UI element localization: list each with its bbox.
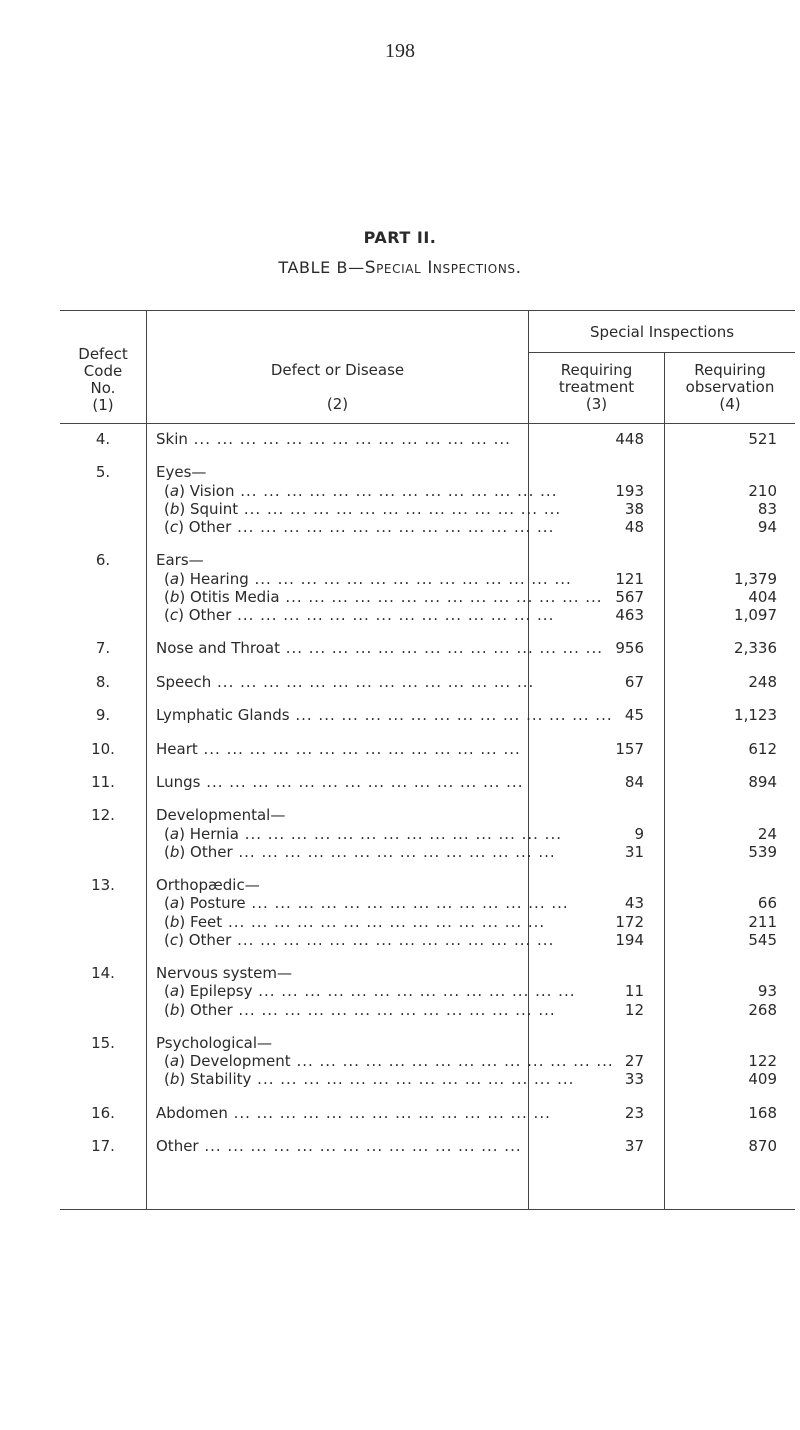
observation-count: 168 bbox=[748, 1103, 777, 1122]
observation-count: 1,123 bbox=[734, 706, 777, 725]
treatment-count: 27 bbox=[624, 1052, 644, 1071]
leader-dots: ... ... ... ... ... ... ... ... ... ... ... ... ... ... bbox=[234, 481, 558, 500]
treatment-count: 567 bbox=[615, 587, 644, 606]
defect-code: 10. bbox=[91, 739, 115, 758]
treatment-count: 23 bbox=[624, 1103, 644, 1122]
table-row bbox=[156, 741, 526, 758]
table-row bbox=[164, 912, 546, 931]
leader-dots: ... ... ... ... ... ... ... ... ... ... ... ... ... ... bbox=[245, 894, 569, 913]
observation-count: 83 bbox=[757, 499, 777, 518]
header-observation-line: (4) bbox=[719, 395, 741, 413]
header-requiring-treatment bbox=[529, 362, 664, 413]
sub-item-letter: (a) bbox=[164, 481, 190, 500]
header-special-inspections: Special Inspections bbox=[589, 323, 735, 341]
defect-label: Nervous system— bbox=[156, 964, 292, 983]
observation-count: 268 bbox=[748, 1000, 777, 1019]
table-row bbox=[156, 774, 526, 791]
leader-dots: ... ... ... ... ... ... ... ... ... ... ... ... ... ... bbox=[289, 706, 613, 725]
table-row bbox=[164, 481, 558, 500]
defect-label: Speech bbox=[156, 672, 212, 691]
leader-dots: ... ... ... ... ... ... ... ... ... ... ... ... ... ... bbox=[197, 739, 521, 758]
part-title: PART II. bbox=[363, 228, 437, 247]
leader-dots: ... ... ... ... ... ... ... ... ... ... ... ... ... ... bbox=[232, 1000, 556, 1019]
table-row bbox=[156, 672, 535, 691]
sub-item-letter: (b) bbox=[164, 587, 191, 606]
defect-code: 7. bbox=[95, 639, 111, 658]
defect-label: Feet bbox=[190, 912, 223, 931]
header-defect-code bbox=[60, 346, 146, 414]
defect-label: Other bbox=[188, 606, 232, 624]
table-row bbox=[164, 982, 576, 1001]
observation-count: 409 bbox=[748, 1070, 777, 1089]
defect-code: 13. bbox=[91, 876, 115, 895]
observation-count: 122 bbox=[748, 1052, 777, 1071]
observation-count: 545 bbox=[748, 930, 777, 949]
observation-count: 94 bbox=[757, 518, 777, 536]
sub-item-letter: (b) bbox=[164, 842, 191, 861]
leader-dots: ... ... ... ... ... ... ... ... ... ... ... ... ... ... bbox=[200, 773, 524, 791]
defect-label: Lungs bbox=[156, 773, 201, 791]
defect-label: Other bbox=[188, 930, 232, 949]
leader-dots: ... ... ... ... ... ... ... ... ... ... ... ... ... ... bbox=[231, 606, 555, 624]
defect-label: Other bbox=[190, 842, 233, 861]
sub-item-letter: (a) bbox=[164, 1052, 190, 1071]
treatment-count: 38 bbox=[624, 499, 644, 518]
sub-item-letter: (b) bbox=[164, 499, 191, 518]
group-heading bbox=[156, 877, 526, 894]
observation-count: 211 bbox=[748, 912, 777, 931]
defect-label: Hearing bbox=[189, 569, 249, 588]
leader-dots: ... ... ... ... ... ... ... ... ... ... ... ... ... ... bbox=[290, 1052, 614, 1071]
defect-label: Psychological— bbox=[156, 1034, 273, 1052]
defect-label: Squint bbox=[190, 499, 239, 518]
table-title-smallcaps: Special Inspections. bbox=[364, 258, 522, 278]
defect-label: Other bbox=[190, 1000, 233, 1019]
header-defect-or-disease bbox=[147, 362, 528, 413]
observation-count: 612 bbox=[748, 739, 777, 758]
table-row bbox=[164, 606, 555, 624]
treatment-count: 463 bbox=[615, 606, 644, 624]
header-defect-line: Defect or Disease bbox=[270, 361, 405, 379]
sub-item-letter: (c) bbox=[164, 930, 189, 949]
sub-item-letter: (b) bbox=[164, 1070, 191, 1089]
treatment-count: 31 bbox=[624, 842, 644, 861]
header-code-line: (1) bbox=[92, 396, 114, 414]
defect-label: Other bbox=[188, 518, 232, 536]
leader-dots: ... ... ... ... ... ... ... ... ... ... ... ... ... ... bbox=[232, 842, 556, 861]
observation-count: 248 bbox=[748, 672, 777, 691]
treatment-count: 67 bbox=[624, 672, 644, 691]
observation-count: 210 bbox=[748, 481, 777, 500]
observation-count: 404 bbox=[748, 587, 777, 606]
table-title bbox=[0, 258, 800, 278]
treatment-count: 12 bbox=[624, 1000, 644, 1019]
treatment-count: 172 bbox=[615, 912, 644, 931]
defect-label: Eyes— bbox=[156, 463, 207, 482]
treatment-count: 33 bbox=[624, 1070, 644, 1089]
treatment-count: 157 bbox=[615, 739, 644, 758]
treatment-count: 956 bbox=[615, 639, 644, 658]
observation-count: 870 bbox=[748, 1137, 777, 1156]
observation-count: 1,379 bbox=[734, 569, 777, 588]
leader-dots: ... ... ... ... ... ... ... ... ... ... ... ... ... ... bbox=[231, 518, 555, 536]
sub-item-letter: (a) bbox=[164, 824, 190, 843]
defect-label: Development bbox=[189, 1052, 291, 1071]
header-bottom-rule bbox=[60, 423, 795, 424]
header-code-line: Defect bbox=[78, 345, 128, 363]
group-heading bbox=[156, 965, 526, 982]
defect-label: Stability bbox=[190, 1070, 252, 1089]
header-defect-line: (2) bbox=[326, 395, 349, 413]
defect-code: 8. bbox=[95, 672, 111, 691]
sub-item-letter: (b) bbox=[164, 1000, 191, 1019]
header-code-line: Code bbox=[83, 362, 123, 380]
treatment-count: 45 bbox=[624, 706, 644, 725]
leader-dots: ... ... ... ... ... ... ... ... ... ... ... ... ... ... bbox=[238, 824, 562, 843]
defect-code: 14. bbox=[91, 964, 115, 983]
leader-dots: ... ... ... ... ... ... ... ... ... ... ... ... ... ... bbox=[198, 1137, 522, 1156]
header-treatment-line: Requiring bbox=[560, 361, 633, 379]
header-requiring-observation bbox=[665, 362, 795, 413]
defect-code: 12. bbox=[91, 806, 115, 825]
defect-label: Heart bbox=[156, 739, 198, 758]
table-row bbox=[164, 894, 569, 913]
leader-dots: ... ... ... ... ... ... ... ... ... ... ... ... ... ... bbox=[279, 587, 603, 606]
defect-label: Abdomen bbox=[156, 1103, 228, 1122]
observation-count: 66 bbox=[757, 894, 777, 913]
treatment-count: 48 bbox=[624, 518, 644, 536]
sub-item-letter: (a) bbox=[164, 982, 190, 1001]
observation-count: 24 bbox=[757, 824, 777, 843]
observation-count: 2,336 bbox=[734, 639, 777, 658]
sub-item-letter: (a) bbox=[164, 569, 190, 588]
treatment-count: 37 bbox=[624, 1137, 644, 1156]
defect-label: Other bbox=[156, 1137, 199, 1156]
treatment-count: 84 bbox=[624, 773, 644, 791]
treatment-count: 9 bbox=[634, 824, 644, 843]
treatment-count: 193 bbox=[615, 481, 644, 500]
defect-code: 4. bbox=[95, 430, 111, 448]
observation-count: 894 bbox=[748, 773, 777, 791]
defect-label: Posture bbox=[189, 894, 246, 913]
header-observation-line: observation bbox=[685, 378, 775, 396]
group-heading bbox=[156, 1035, 526, 1052]
table-title-prefix: TABLE B— bbox=[278, 258, 365, 277]
defect-label: Epilepsy bbox=[189, 982, 253, 1001]
table-row bbox=[164, 930, 555, 949]
defect-label: Developmental— bbox=[156, 806, 286, 825]
group-heading bbox=[156, 464, 526, 481]
treatment-count: 121 bbox=[615, 569, 644, 588]
leader-dots: ... ... ... ... ... ... ... ... ... ... ... ... ... ... bbox=[252, 982, 576, 1001]
leader-dots: ... ... ... ... ... ... ... ... ... ... ... ... ... ... bbox=[251, 1070, 575, 1089]
table-row bbox=[164, 1070, 575, 1089]
treatment-count: 11 bbox=[624, 982, 644, 1001]
sub-item-letter: (a) bbox=[164, 894, 190, 913]
special-inspections-rule bbox=[528, 352, 795, 353]
defect-code: 5. bbox=[95, 463, 111, 482]
defect-label: Vision bbox=[189, 481, 235, 500]
table-bottom-rule bbox=[60, 1209, 795, 1210]
sub-item-letter: (b) bbox=[164, 912, 191, 931]
table-row bbox=[164, 569, 572, 588]
leader-dots: ... ... ... ... ... ... ... ... ... ... ... ... ... ... bbox=[227, 1103, 551, 1122]
table-row bbox=[156, 706, 613, 725]
leader-dots: ... ... ... ... ... ... ... ... ... ... ... ... ... ... bbox=[231, 930, 555, 949]
group-heading bbox=[156, 552, 526, 569]
observation-count: 1,097 bbox=[734, 606, 777, 624]
defect-label: Hernia bbox=[189, 824, 239, 843]
column-divider-1 bbox=[146, 310, 147, 1210]
sub-item-letter: (c) bbox=[164, 606, 189, 624]
leader-dots: ... ... ... ... ... ... ... ... ... ... ... ... ... ... bbox=[279, 639, 603, 658]
treatment-count: 448 bbox=[615, 430, 644, 448]
leader-dots: ... ... ... ... ... ... ... ... ... ... ... ... ... ... bbox=[248, 569, 572, 588]
header-code-line: No. bbox=[90, 379, 116, 397]
leader-dots: ... ... ... ... ... ... ... ... ... ... ... ... ... ... bbox=[187, 430, 511, 448]
observation-count: 521 bbox=[748, 430, 777, 448]
table-row bbox=[156, 431, 526, 448]
page-number: 198 bbox=[385, 40, 415, 62]
observation-count: 539 bbox=[748, 842, 777, 861]
treatment-count: 43 bbox=[624, 894, 644, 913]
table-row bbox=[164, 1052, 614, 1071]
observation-count: 93 bbox=[757, 982, 777, 1001]
leader-dots: ... ... ... ... ... ... ... ... ... ... ... ... ... ... bbox=[211, 672, 535, 691]
leader-dots: ... ... ... ... ... ... ... ... ... ... ... ... ... ... bbox=[238, 499, 562, 518]
treatment-count: 194 bbox=[615, 930, 644, 949]
table-top-rule bbox=[60, 310, 795, 311]
defect-code: 11. bbox=[91, 773, 115, 791]
defect-code: 17. bbox=[91, 1137, 115, 1156]
table-row bbox=[164, 518, 555, 536]
table-row bbox=[156, 639, 603, 658]
table-row bbox=[156, 1103, 551, 1122]
defect-code: 6. bbox=[95, 551, 111, 570]
header-defect-line bbox=[147, 379, 528, 396]
header-observation-line: Requiring bbox=[694, 361, 766, 379]
table-row bbox=[164, 587, 603, 606]
table-row bbox=[164, 1000, 556, 1019]
defect-label: Ears— bbox=[156, 551, 204, 570]
defect-code: 15. bbox=[91, 1034, 115, 1052]
defect-label: Otitis Media bbox=[190, 587, 280, 606]
sub-item-letter: (c) bbox=[164, 518, 189, 536]
defect-label: Skin bbox=[156, 430, 188, 448]
table-row bbox=[164, 499, 562, 518]
leader-dots: ... ... ... ... ... ... ... ... ... ... ... ... ... ... bbox=[222, 912, 546, 931]
header-treatment-line: (3) bbox=[585, 395, 608, 413]
header-treatment-line: treatment bbox=[558, 378, 635, 396]
defect-label: Orthopædic— bbox=[156, 876, 260, 895]
table-row bbox=[156, 1138, 526, 1155]
defect-label: Nose and Throat bbox=[156, 639, 280, 658]
defect-label: Lymphatic Glands bbox=[156, 706, 290, 725]
table-row bbox=[164, 842, 556, 861]
table-row bbox=[164, 824, 562, 843]
defect-code: 9. bbox=[95, 706, 111, 725]
group-heading bbox=[156, 807, 526, 824]
defect-code: 16. bbox=[91, 1103, 115, 1122]
